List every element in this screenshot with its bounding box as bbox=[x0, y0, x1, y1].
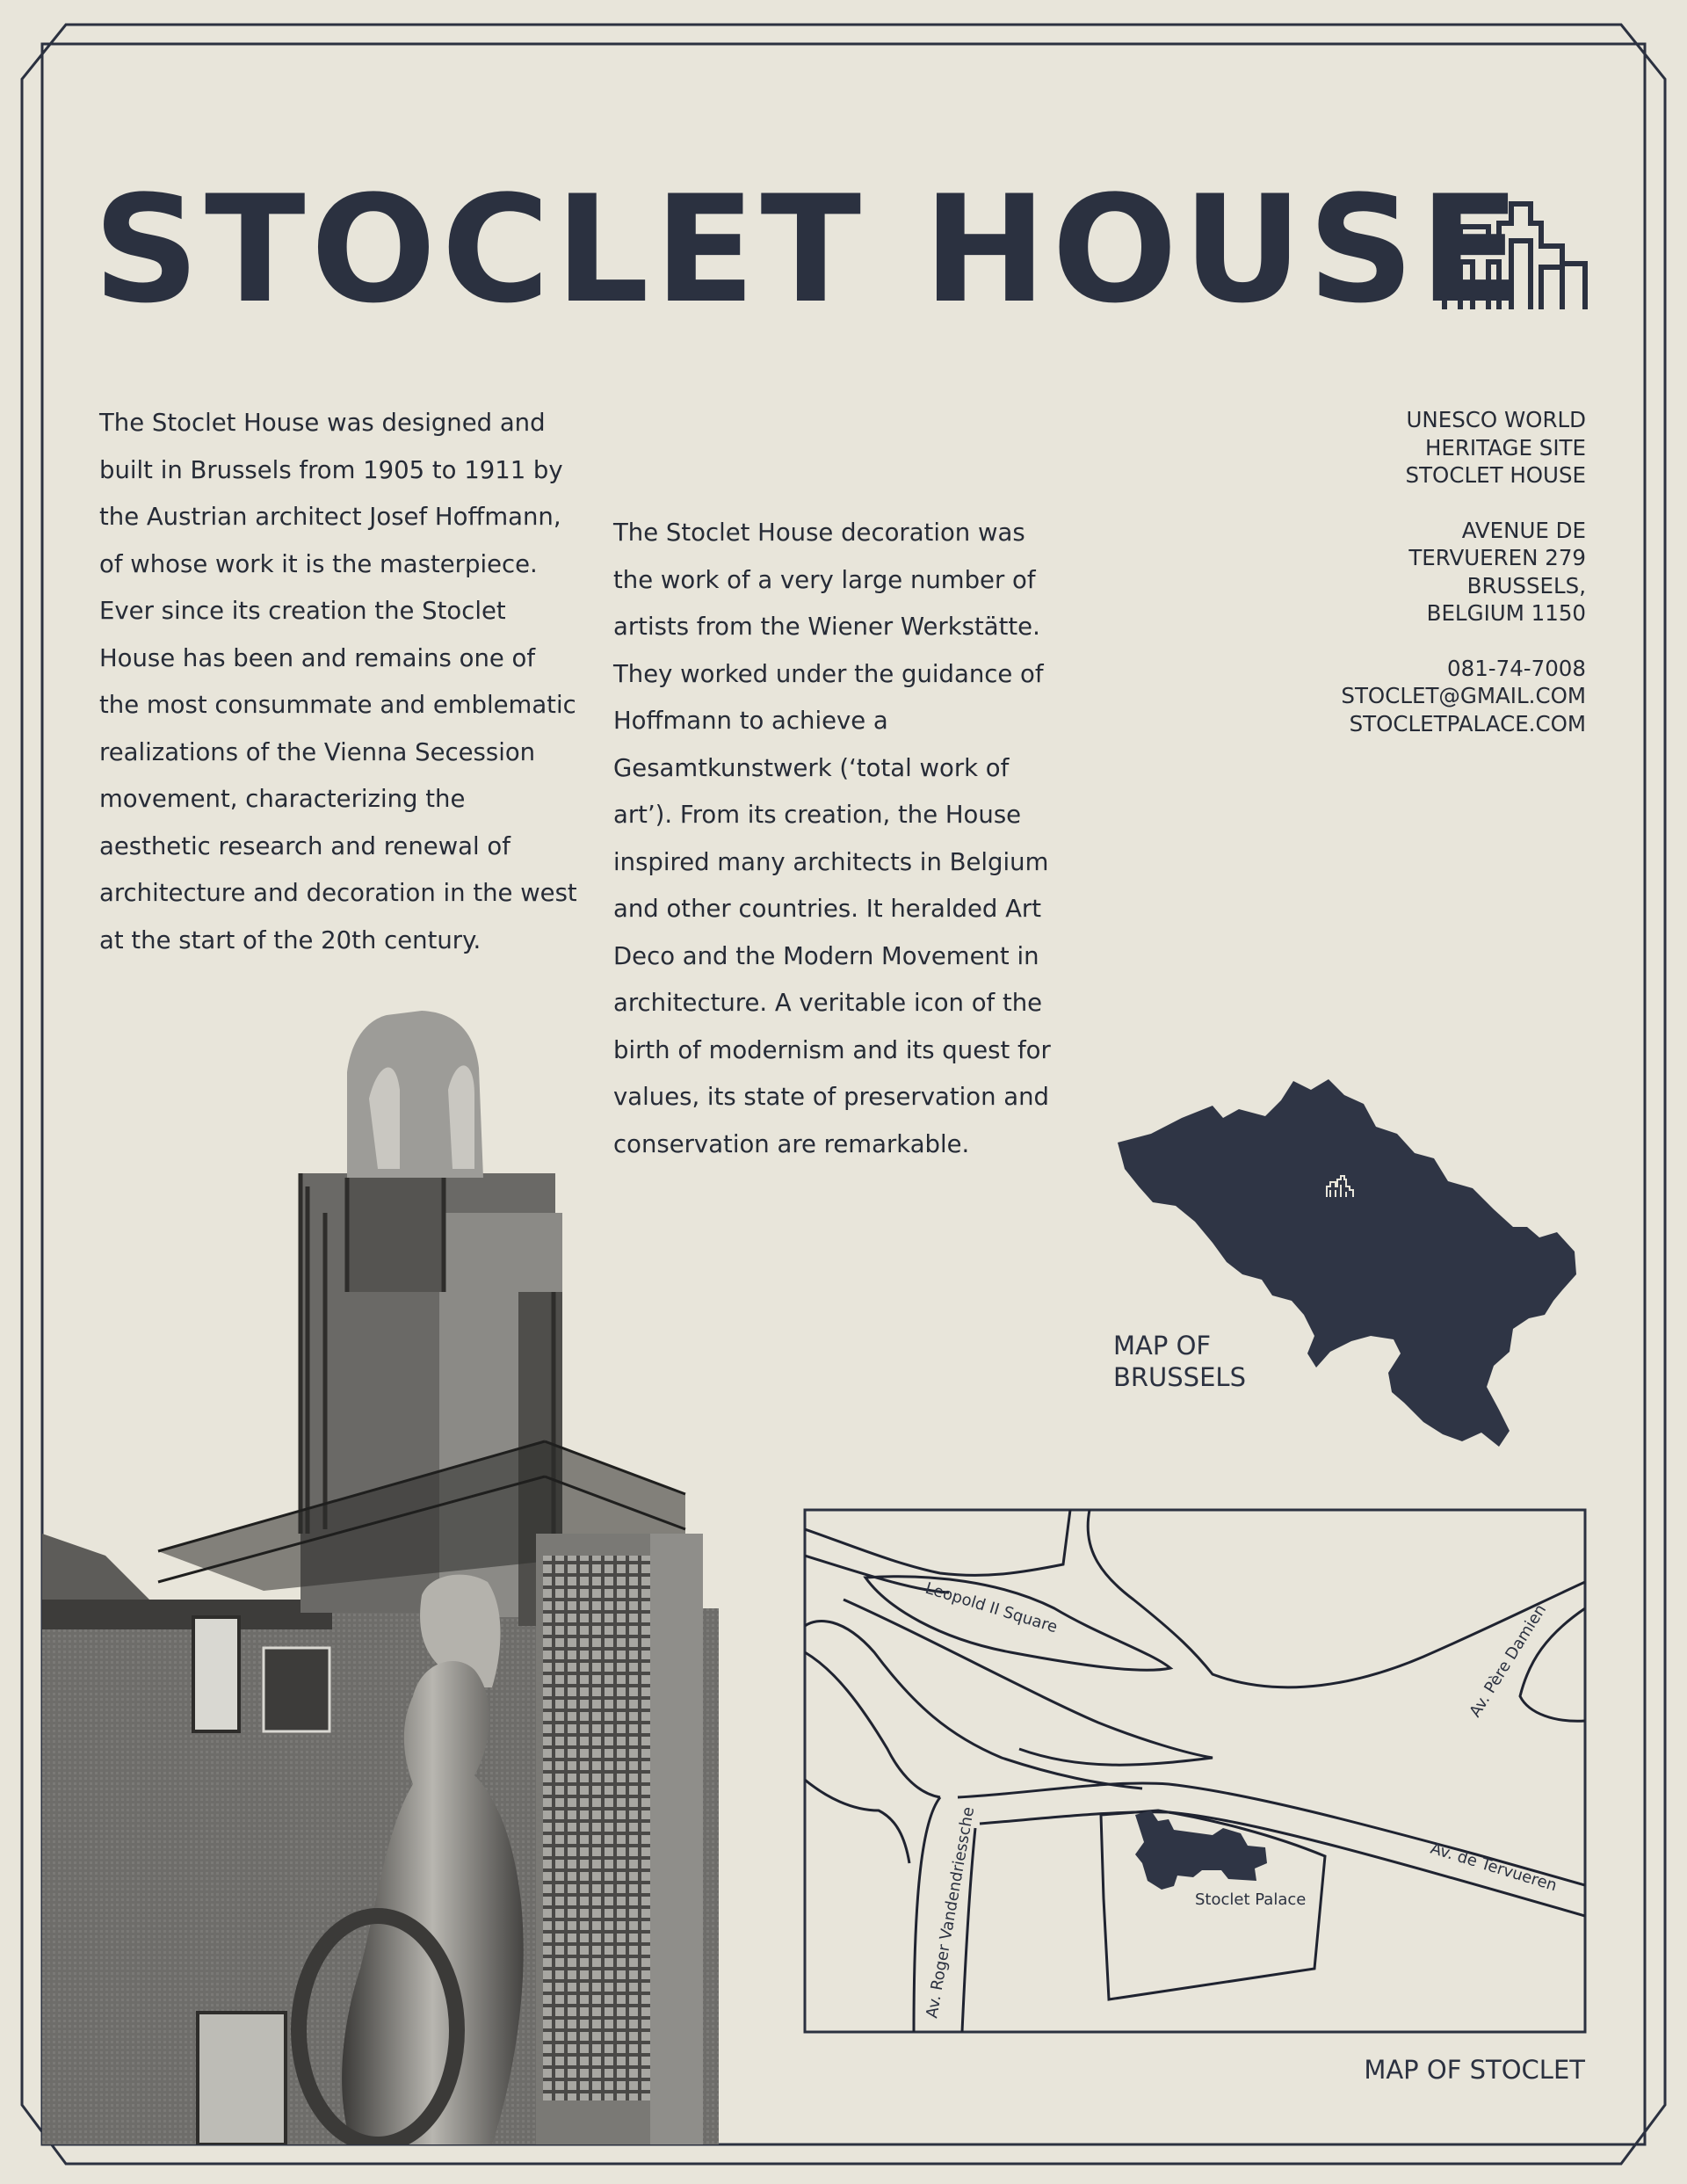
intro-paragraph-decoration: The Stoclet House decoration was the work of a very large number of artists from the Wiener Werkstätte. They worked under the guidance of Hoffmann to achieve a Gesamtkunstwerk (‘total work of art’). From its creation, the House inspired many architects in Belgium and other countries. It heralded Art Deco and the Modern Movement in architecture. A veritable icon of the birth of modernism and its quest for values, its state of preservation and conservation are remarkable. bbox=[613, 519, 1051, 1158]
address-line: BRUSSELS, bbox=[1466, 572, 1586, 599]
skyline-logo-icon bbox=[1441, 200, 1589, 311]
heritage-line: HERITAGE SITE bbox=[1424, 434, 1586, 461]
page-title: STOCLET HOUSE bbox=[93, 163, 1526, 336]
address-line: TERVUEREN 279 bbox=[1408, 545, 1586, 570]
contact-details bbox=[1341, 655, 1586, 738]
belgium-map-label-line: MAP OF bbox=[1113, 1331, 1212, 1360]
phone-number[interactable]: 081-74-7008 bbox=[1447, 655, 1586, 681]
street-line bbox=[805, 1780, 909, 1863]
belgium-map-label bbox=[1113, 1330, 1307, 1393]
building-label-stoclet: Stoclet Palace bbox=[1195, 1890, 1307, 1909]
intro-paragraph-history: The Stoclet House was designed and built in Brussels from 1905 to 1911 by the Austrian architect Josef Hoffmann, of whose work it is the masterpiece. Ever since its creation the Stoclet House has been and remains one of the most consummate and emblematic realizations of the Vienna Secession movement, characterizing the aesthetic research and renewal of architecture and decoration in the west at the start of the 20th century. bbox=[99, 409, 577, 954]
heritage-line: STOCLET HOUSE bbox=[1405, 462, 1586, 488]
stoclet-building-icon bbox=[1135, 1810, 1267, 1890]
contact-block bbox=[1341, 406, 1586, 765]
email-address[interactable]: STOCLET@GMAIL.COM bbox=[1341, 683, 1586, 708]
street-label-tervueren: Av. de Tervueren bbox=[1428, 1839, 1560, 1896]
street-map bbox=[802, 1507, 1588, 2035]
belgium-map-label-line: BRUSSELS bbox=[1113, 1362, 1246, 1392]
address-info bbox=[1341, 517, 1586, 628]
street-label-leopold: Leopold II Square bbox=[923, 1578, 1060, 1637]
address-line: AVENUE DE bbox=[1461, 517, 1586, 543]
stoclet-tower-photo bbox=[42, 1002, 754, 2144]
street-line bbox=[805, 1510, 1070, 1575]
address-line: BELGIUM 1150 bbox=[1426, 600, 1586, 626]
street-label-vandendriessche: Av. Roger Vandendriessche bbox=[923, 1805, 979, 2020]
heritage-line: UNESCO WORLD bbox=[1406, 407, 1586, 432]
street-label-damien: Av. Père Damien bbox=[1466, 1600, 1551, 1721]
website-link[interactable]: STOCLETPALACE.COM bbox=[1349, 710, 1586, 736]
street-map-label: MAP OF STOCLET bbox=[1364, 2055, 1585, 2085]
street-line bbox=[805, 1652, 940, 1797]
heritage-info bbox=[1341, 406, 1586, 490]
belgium-map bbox=[1111, 1077, 1586, 1455]
